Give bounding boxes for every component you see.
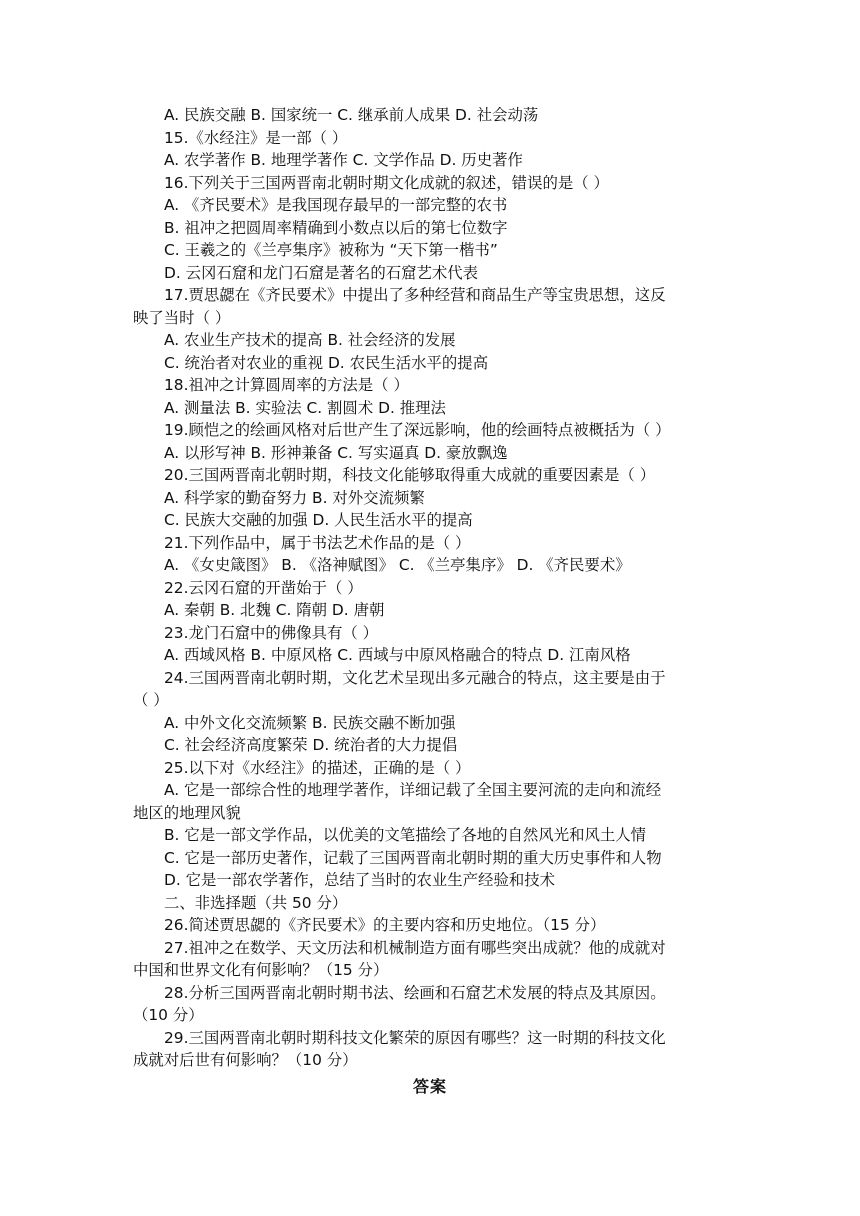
text-line: 地区的地理风貌 [133,803,241,822]
text-line: C. 统治者对农业的重视 D. 农民生活水平的提高 [164,353,489,372]
text-line: （10 分） [133,1006,204,1024]
text-line: A. 农业生产技术的提高 B. 社会经济的发展 [164,331,456,349]
text-line: 27.祖冲之在数学、天文历法和机械制造方面有哪些突出成就？他的成就对 [164,938,666,957]
text-line: 中国和世界文化有何影响？（15 分） [133,961,389,979]
text-line: A. 科学家的勤奋努力 B. 对外交流频繁 [164,488,425,507]
answer-heading: 答案 [412,1077,447,1096]
text-line: D. 它是一部农学著作，总结了当时的农业生产经验和技术 [164,871,556,889]
text-line: B. 祖冲之把圆周率精确到小数点以后的第七位数字 [164,218,508,237]
text-line: 二、非选择题（共 50 分） [164,893,348,912]
text-line: 18.祖冲之计算圆周率的方法是（ ） [164,376,409,394]
text-line: B. 它是一部文学作品，以优美的文笔描绘了各地的自然风光和风土人情 [164,826,647,844]
text-line: C. 民族大交融的加强 D. 人民生活水平的提高 [164,511,473,529]
text-line: 29.三国两晋南北朝时期科技文化繁荣的原因有哪些？这一时期的科技文化 [164,1028,666,1047]
text-line: D. 云冈石窟和龙门石窟是著名的石窟艺术代表 [164,263,479,282]
text-line: C. 王羲之的《兰亭集序》被称为 “天下第一楷书” [164,241,498,259]
text-line: 26.简述贾思勰的《齐民要术》的主要内容和历史地位。（15 分） [164,916,606,934]
text-line: A. 以形写神 B. 形神兼备 C. 写实逼真 D. 豪放飘逸 [164,443,508,462]
text-line: 21.下列作品中，属于书法艺术作品的是（ ） [164,533,471,552]
text-line: 20.三国两晋南北朝时期，科技文化能够取得重大成就的重要因素是（ ） [164,466,656,484]
text-line: 22.云冈石窟的开凿始于（ ） [164,578,363,597]
text-line: A. 《齐民要术》是我国现存最早的一部完整的农书 [164,196,508,214]
text-line: A. 测量法 B. 实验法 C. 割圆术 D. 推理法 [164,398,446,417]
text-line: A. 农学著作 B. 地理学著作 C. 文学作品 D. 历史著作 [164,151,523,169]
text-line: 25.以下对《水经注》的描述，正确的是（ ） [164,758,471,777]
text-line: A. 中外文化交流频繁 B. 民族交融不断加强 [164,713,456,732]
text-line: 17.贾思勰在《齐民要术》中提出了多种经营和商品生产等宝贵思想，这反 [164,286,666,304]
text-line: C. 社会经济高度繁荣 D. 统治者的大力提倡 [164,736,458,754]
text-line: 23.龙门石窟中的佛像具有（ ） [164,623,379,642]
text-line: A. 西域风格 B. 中原风格 C. 西域与中原风格融合的特点 D. 江南风格 [164,646,631,664]
text-line: 28.分析三国两晋南北朝时期书法、绘画和石窟艺术发展的特点及其原因。 [164,983,666,1002]
text-line: A. 民族交融 B. 国家统一 C. 继承前人成果 D. 社会动荡 [164,106,539,124]
text-line: 15.《水经注》是一部（ ） [164,128,348,147]
text-line: A. 《女史箴图》 B. 《洛神赋图》 C. 《兰亭集序》 D. 《齐民要术》 [164,556,631,574]
text-line: C. 它是一部历史著作，记载了三国两晋南北朝时期的重大历史事件和人物 [164,848,662,867]
text-line: A. 秦朝 B. 北魏 C. 隋朝 D. 唐朝 [164,601,385,619]
text-line: 16.下列关于三国两晋南北朝时期文化成就的叙述，错误的是（ ） [164,173,609,192]
document-body [133,104,733,1072]
text-line: 成就对后世有何影响？（10 分） [133,1051,358,1069]
text-line: （ ） [133,691,169,709]
text-line: A. 它是一部综合性的地理学著作，详细记载了全国主要河流的走向和流经 [164,781,662,799]
text-line: 24.三国两晋南北朝时期，文化艺术呈现出多元融合的特点，这主要是由于 [164,668,666,687]
text-line: 19.顾恺之的绘画风格对后世产生了深远影响，他的绘画特点被概括为（ ） [164,421,671,439]
text-line: 映了当时（ ） [133,308,231,327]
